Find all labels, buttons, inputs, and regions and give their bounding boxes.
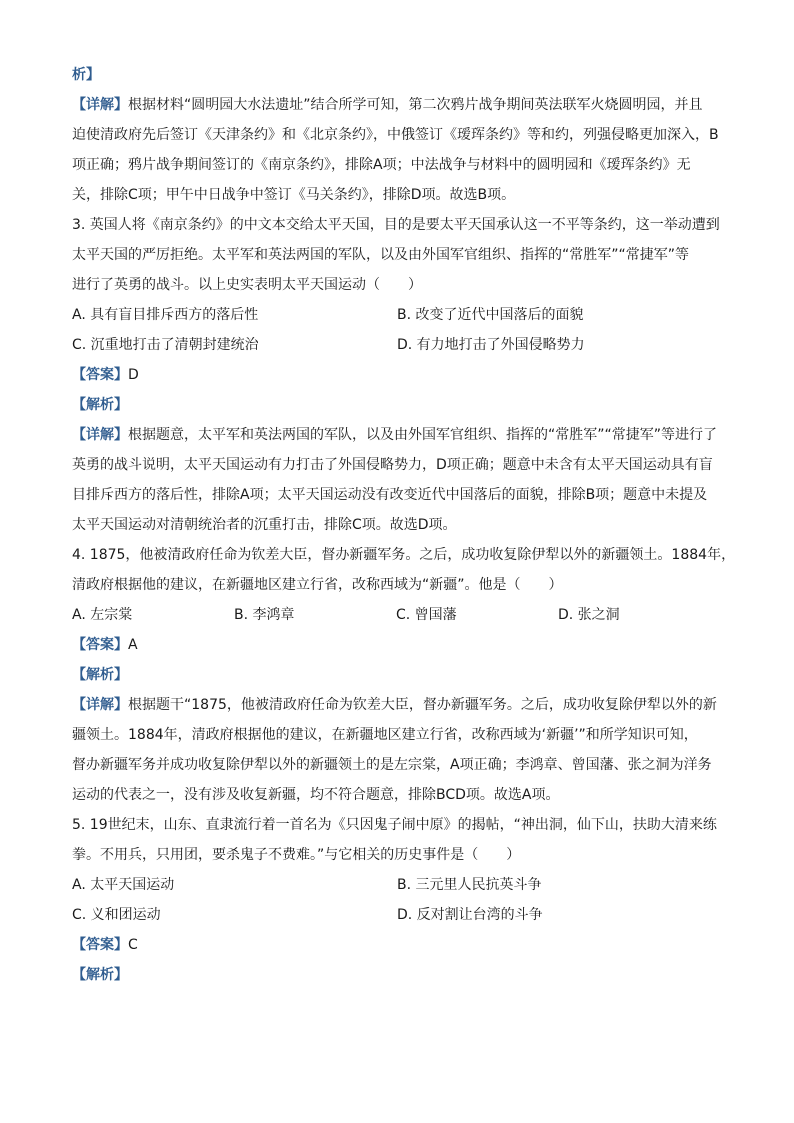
q3-option-c: C. 沉重地打击了清朝封建统治	[72, 337, 259, 353]
q4-options-row	[72, 600, 722, 630]
q4-detail-line-1: 【详解】根据题干“1875，他被清政府任命为钦差大臣，督办新疆军务。之后，成功收复除伊犁以外的新	[72, 697, 717, 713]
q3-detail-line-4: 太平天国运动对清朝统治者的沉重打击，排除C项。故选D项。	[72, 517, 457, 533]
q3-stem-line-3: 进行了英勇的战斗。以上史实表明太平天国运动（ ）	[72, 277, 422, 293]
q5-options-row-2	[72, 900, 722, 930]
q2-detail-line-3: 项正确；鸦片战争期间签订的《南京条约》，排除A项；中法战争与材料中的圆明园和《瑷珲条约》无	[72, 157, 691, 173]
q5-analysis-heading: 【解析】	[72, 967, 128, 983]
detail-tag: 【详解】	[72, 97, 128, 113]
q4-option-b: B. 李鸿章	[234, 607, 295, 623]
q3-option-a: A. 具有盲目排斥西方的落后性	[72, 307, 259, 323]
q4-detail-line-3: 督办新疆军务并成功收复除伊犁以外的新疆领土的是左宗棠，A项正确；李鸿章、曾国藩、张之洞为洋务	[72, 757, 712, 773]
q5-option-c: C. 义和团运动	[72, 907, 161, 923]
q4-detail-line-2: 疆领土。1884年，清政府根据他的建议，在新疆地区建立行省，改称西域为‘新疆’”和所学知识可知，	[72, 727, 698, 743]
q5-option-a: A. 太平天国运动	[72, 877, 175, 893]
analysis-tail: 析】	[72, 67, 100, 83]
q3-detail-line-3: 目排斥西方的落后性，排除A项；太平天国运动没有改变近代中国落后的面貌，排除B项；题意中未提及	[72, 487, 708, 503]
q4-answer: 【答案】A	[72, 637, 138, 653]
q4-option-c: C. 曾国藩	[396, 607, 457, 623]
q3-analysis-heading: 【解析】	[72, 397, 128, 413]
document-page	[72, 60, 736, 990]
q4-option-a: A. 左宗棠	[72, 607, 133, 623]
q2-detail-line-4: 关，排除C项；甲午中日战争中签订《马关条约》，排除D项。故选B项。	[72, 187, 516, 203]
q4-option-d: D. 张之洞	[558, 607, 620, 623]
q3-options-row-2	[72, 330, 722, 360]
q4-stem-line-1: 4. 1875，他被清政府任命为钦差大臣，督办新疆军务。之后，成功收复除伊犁以外的新疆领土。1884年，	[72, 547, 736, 563]
q3-answer: 【答案】D	[72, 367, 139, 383]
q4-stem-line-2: 清政府根据他的建议，在新疆地区建立行省，改称西域为“新疆”。他是（ ）	[72, 577, 563, 593]
q3-option-b: B. 改变了近代中国落后的面貌	[397, 307, 584, 323]
q4-detail-line-4: 运动的代表之一，没有涉及收复新疆，均不符合题意，排除BCD项。故选A项。	[72, 787, 560, 803]
q4-analysis-heading: 【解析】	[72, 667, 128, 683]
q3-detail-line-2: 英勇的战斗说明，太平天国运动有力打击了外国侵略势力，D项正确；题意中未含有太平天国运动具有盲	[72, 457, 713, 473]
q3-options-row-1	[72, 300, 722, 330]
q5-options-row-1	[72, 870, 722, 900]
q5-option-b: B. 三元里人民抗英斗争	[397, 877, 542, 893]
q3-option-d: D. 有力地打击了外国侵略势力	[397, 337, 585, 353]
q5-option-d: D. 反对割让台湾的斗争	[397, 907, 543, 923]
q3-stem-line-1: 3. 英国人将《南京条约》的中文本交给太平天国，目的是要太平天国承认这一不平等条约，这一举动遭到	[72, 217, 720, 233]
q3-detail-line-1: 【详解】根据题意，太平军和英法两国的军队，以及由外国军官组织、指挥的“常胜军”“常捷军”等进行了	[72, 427, 718, 443]
q5-stem-line-2: 拳。不用兵，只用团，要杀鬼子不费难。”与它相关的历史事件是（ ）	[72, 847, 521, 863]
q3-stem-line-2: 太平天国的严厉拒绝。太平军和英法两国的军队，以及由外国军官组织、指挥的“常胜军”“常捷军”等	[72, 247, 690, 263]
q5-answer: 【答案】C	[72, 937, 138, 953]
q2-detail-line-2: 迫使清政府先后签订《天津条约》和《北京条约》，中俄签订《瑷珲条约》等和约，列强侵略更加深入，B	[72, 127, 719, 143]
q2-detail-line-1: 【详解】根据材料“圆明园大水法遗址”结合所学可知，第二次鸦片战争期间英法联军火烧圆明园，并且	[72, 97, 703, 113]
q5-stem-line-1: 5. 19世纪末，山东、直隶流行着一首名为《只因鬼子闹中原》的揭帖，“神出洞，仙下山，扶助大清来练	[72, 817, 717, 833]
